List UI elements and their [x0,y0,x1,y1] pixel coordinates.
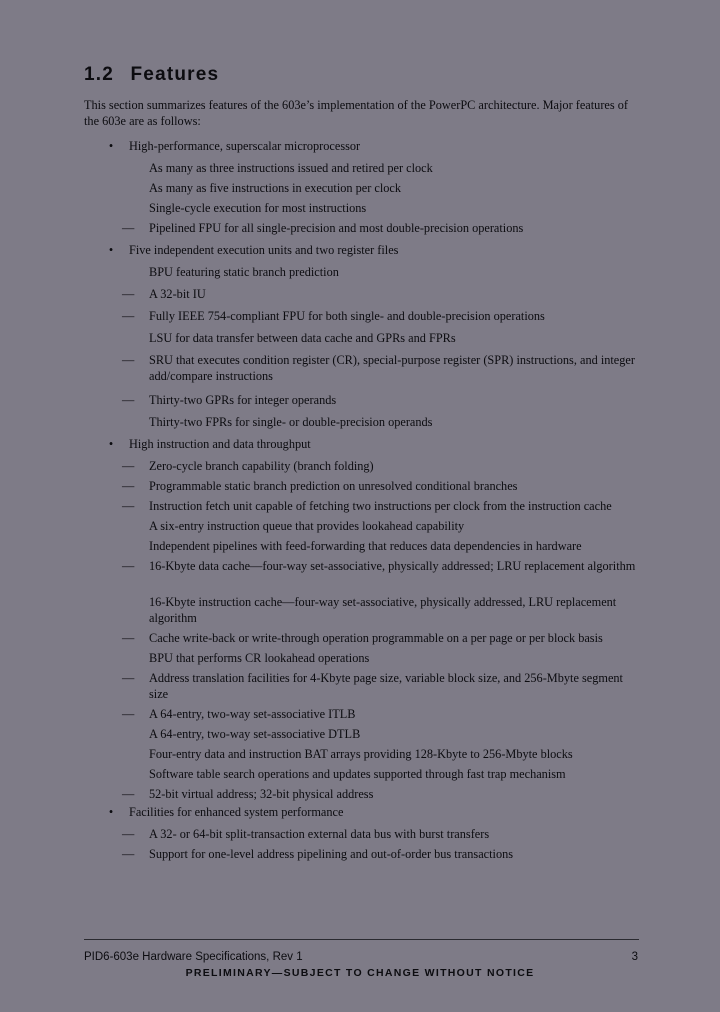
feature-subitem [149,766,641,782]
feature-text: Software table search operations and updates supported through fast trap mechanism [149,767,566,781]
feature-subitem [149,538,641,554]
feature-text: As many as five instructions in execution per clock [149,181,402,195]
feature-subitem [122,826,641,842]
dash-marker: — [122,847,135,861]
bullet-marker: • [108,243,114,257]
feature-subitem [149,414,641,430]
feature-text: A 64-entry, two-way set-associative ITLB [149,707,356,721]
feature-subitem [149,726,641,742]
feature-text: Address translation facilities for 4-Kbyte page size, variable block size, and 256-Mbyte segment size [149,671,623,701]
feature-subitem [149,650,641,666]
feature-subitem [122,392,641,408]
feature-text: A 32-bit IU [149,287,206,301]
feature-text: As many as three instructions issued and retired per clock [149,161,433,175]
feature-text: A 32- or 64-bit split-transaction external data bus with burst transfers [149,827,490,841]
feature-item [108,138,639,154]
feature-text: Support for one-level address pipelining and out-of-order bus transactions [149,847,514,861]
feature-subitem [149,746,641,762]
section-title: Features [130,64,220,85]
feature-text: LSU for data transfer between data cache and GPRs and FPRs [149,331,456,345]
bullet-marker: • [108,437,114,451]
feature-item [108,436,639,452]
feature-subitem [122,706,641,722]
feature-subitem [122,352,641,384]
dash-marker: — [122,707,135,721]
feature-subitem [149,200,641,216]
dash-marker: — [122,559,135,573]
feature-text: Single-cycle execution for most instructions [149,201,367,215]
dash-marker: — [122,459,135,473]
feature-text: Facilities for enhanced system performance [129,805,344,819]
feature-subitem [122,286,641,302]
feature-text: A 64-entry, two-way set-associative DTLB [149,727,361,741]
dash-marker: — [122,287,135,301]
feature-item [108,242,639,258]
feature-text: Pipelined FPU for all single-precision and most double-precision operations [149,221,524,235]
feature-subitem [122,478,641,494]
feature-subitem [149,160,641,176]
dash-marker: — [122,353,135,367]
feature-text: Instruction fetch unit capable of fetching two instructions per clock from the instruction cache [149,499,612,513]
feature-text: Zero-cycle branch capability (branch folding) [149,459,374,473]
feature-text: Fully IEEE 754-compliant FPU for both single- and double-precision operations [149,309,545,323]
feature-text: SRU that executes condition register (CR), special-purpose register (SPR) instructions, and integer add/compare instructions [149,353,635,383]
feature-subitem [149,594,641,626]
feature-subitem [122,630,641,646]
feature-subitem [122,498,641,514]
feature-subitem [122,558,641,574]
feature-text: A six-entry instruction queue that provides lookahead capability [149,519,465,533]
feature-text: Five independent execution units and two register files [129,243,399,257]
dash-marker: — [122,393,135,407]
feature-text: High instruction and data throughput [129,437,311,451]
dash-marker: — [122,499,135,513]
feature-subitem [122,846,641,862]
feature-text: Programmable static branch prediction on unresolved conditional branches [149,479,518,493]
dash-marker: — [122,787,135,801]
intro-paragraph: This section summarizes features of the 603e’s implementation of the PowerPC architecture. Major features of the 603e are as follows: [84,98,628,128]
feature-item [108,804,639,820]
feature-subitem [149,264,641,280]
bullet-marker: • [108,139,114,153]
dash-marker: — [122,671,135,685]
feature-subitem [122,220,641,236]
dash-marker: — [122,479,135,493]
feature-subitem [149,518,641,534]
feature-subitem [149,330,641,346]
feature-text: BPU featuring static branch prediction [149,265,339,279]
footer-notice: PRELIMINARY—SUBJECT TO CHANGE WITHOUT NOTICE [185,967,535,979]
feature-text: 52-bit virtual address; 32-bit physical address [149,787,374,801]
feature-text: Independent pipelines with feed-forwarding that reduces data dependencies in hardware [149,539,582,553]
dash-marker: — [122,827,135,841]
feature-subitem [122,670,641,702]
dash-marker: — [122,309,135,323]
feature-text: High-performance, superscalar microprocessor [129,139,361,153]
feature-text: Four-entry data and instruction BAT arrays providing 128-Kbyte to 256-Mbyte blocks [149,747,573,761]
feature-text: Cache write-back or write-through operation programmable on a per page or per block basis [149,631,603,645]
footer-divider [84,939,639,940]
feature-subitem [122,458,641,474]
feature-text: 16-Kbyte data cache—four-way set-associative, physically addressed; LRU replacement algorithm [149,559,636,573]
feature-subitem [149,180,641,196]
feature-text: Thirty-two FPRs for single- or double-precision operands [149,415,433,429]
dash-marker: — [122,221,135,235]
feature-subitem [122,308,641,324]
feature-text: BPU that performs CR lookahead operations [149,651,370,665]
bullet-marker: • [108,805,114,819]
feature-text: 16-Kbyte instruction cache—four-way set-associative, physically addressed, LRU replacement algorithm [149,595,617,625]
section-number: 1.2 [84,64,115,85]
feature-text: Thirty-two GPRs for integer operands [149,393,337,407]
section-heading [84,64,219,86]
footer-document-title: PID6-603e Hardware Specifications, Rev 1 [84,951,303,963]
dash-marker: — [122,631,135,645]
footer-page-number: 3 [631,951,638,963]
feature-subitem [122,786,641,802]
